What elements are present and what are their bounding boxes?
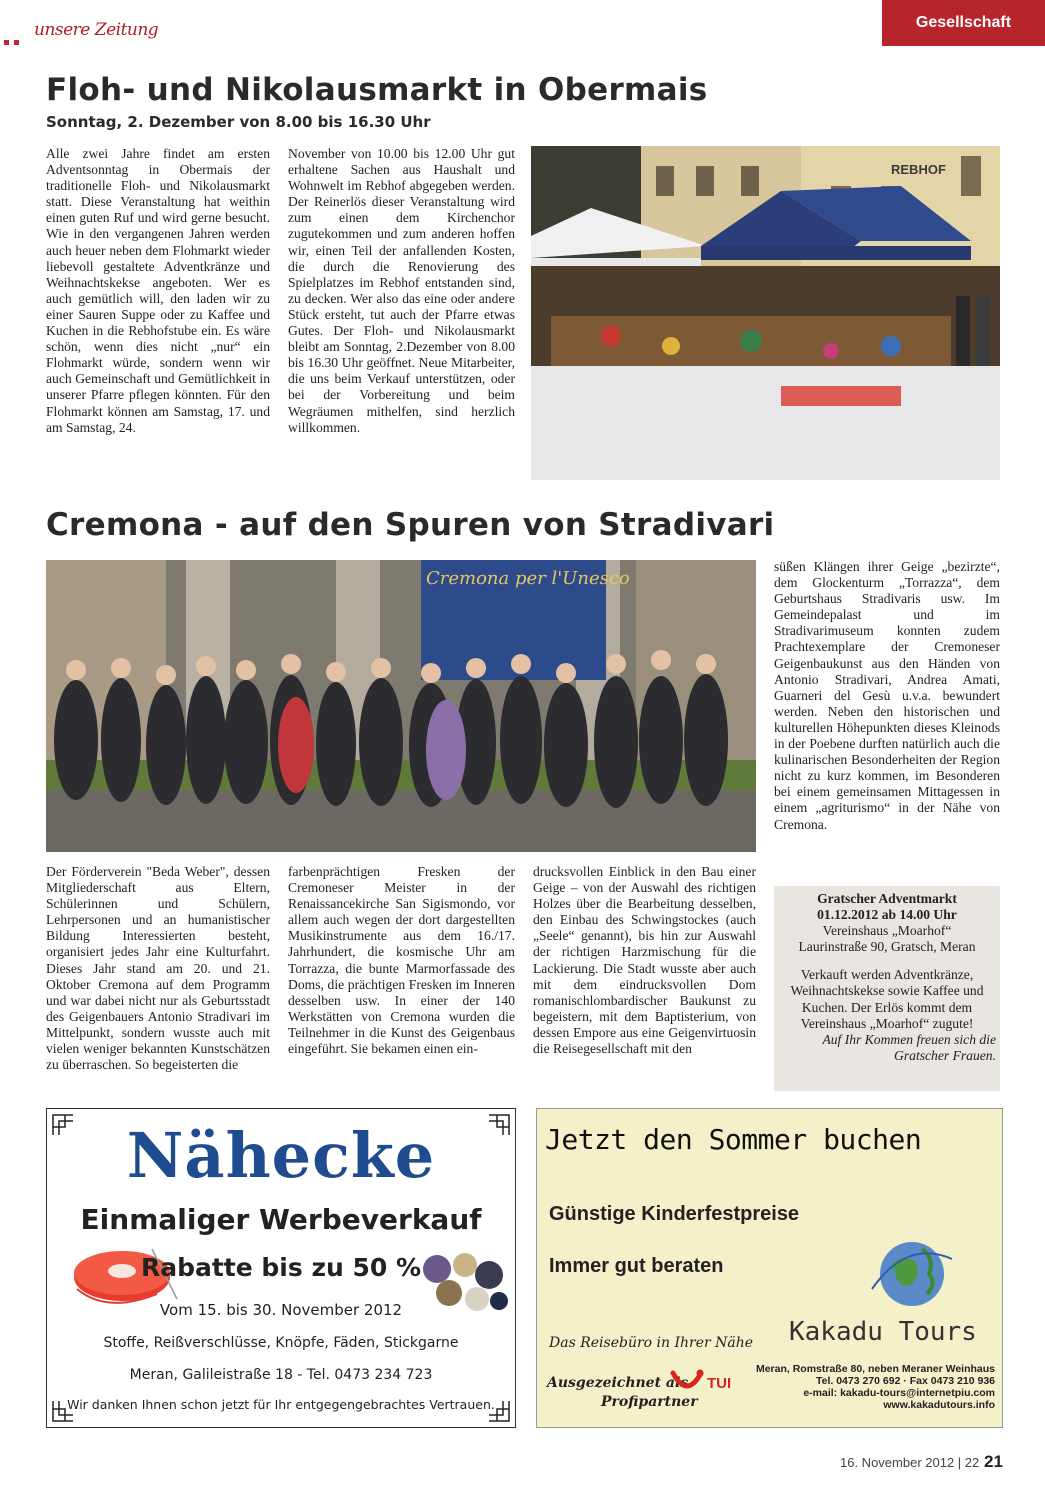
article1-subtitle: Sonntag, 2. Dezember von 8.00 bis 16.30 Uhr xyxy=(46,113,431,131)
naehecke-headline: Einmaliger Werbeverkauf xyxy=(80,1203,482,1236)
kakadu-tagline: Das Reisebüro in Ihrer Nähe xyxy=(549,1335,754,1351)
naehecke-products: Stoffe, Reißverschlüsse, Knöpfe, Fäden, Stickgarne xyxy=(103,1335,459,1351)
kakadu-brand: Kakadu Tours xyxy=(789,1317,977,1347)
infobox-closing-1: Auf Ihr Kommen freuen sich die xyxy=(822,1031,996,1047)
article2-col3: drucksvollen Einblick in den Bau einer Geige – von der Auswahl des richtigen Holzes über die Bearbeitung desselben, den Einbau des Schwingstockes (auch „Seele“ genannt), bis hin zur Auswahl der richtigen Harzmischung für die Lackierung. Die Stadt wusste aber auch mit dem eindrucksvollen Dom romanischlombardischer Baukunst zu begeistern, mit dem Baptisterium, von dessen Empore aus eine Geigenvirtuosin die Reisegesellschaft mit den xyxy=(533,864,756,1057)
naehecke-discount: Rabatte bis zu 50 % xyxy=(140,1253,422,1282)
article2-col1: Der Förderverein "Beda Weber", dessen Mitgliederschaft aus Eltern, Schülerinnen und Schülern, Lehrpersonen und an humanistischer Bildung Interessierten besteht, organisiert jedes Jahr eine Kulturfahrt. Dieses Jahr stand am 20. und 21. Oktober Cremona auf dem Programm und war dabei nicht nur als Geburtsstadt des Geigenbauers Antonio Stradivari im Mittelpunkt, sondern wusste auch mit vielen weniger bekannten Kunstschätzen zu überraschen. So begeisterten die xyxy=(46,864,270,1073)
naehecke-ad xyxy=(46,1108,516,1428)
kakadu-web: www.kakadutours.info xyxy=(883,1399,995,1411)
infobox-date: 01.12.2012 ab 14.00 Uhr xyxy=(817,907,957,923)
kakadu-headline: Jetzt den Sommer buchen xyxy=(545,1123,922,1156)
article2-title: Cremona - auf den Spuren von Stradivari xyxy=(46,507,775,543)
naehecke-thanks: Wir danken Ihnen schon jetzt für Ihr entgegengebrachtes Vertrauen. xyxy=(67,1397,495,1412)
tui-logo: TUI xyxy=(707,1375,732,1392)
kakadu-phone: Tel. 0473 270 692 · Fax 0473 210 936 xyxy=(815,1375,995,1387)
infobox xyxy=(774,886,1000,1091)
kakadu-award-1: Ausgezeichnet als xyxy=(547,1375,689,1391)
kakadu-email: e-mail: kakadu-tours@internetpiu.com xyxy=(803,1387,995,1399)
naehecke-brand: Nähecke xyxy=(126,1119,436,1192)
naehecke-dates: Vom 15. bis 30. November 2012 xyxy=(159,1301,403,1319)
infobox-closing-2: Gratscher Frauen. xyxy=(894,1047,996,1063)
photo-building-sign: REBHOF xyxy=(891,162,946,177)
section-tab: Gesellschaft xyxy=(882,0,1045,46)
page-number: 21 xyxy=(984,1452,1003,1471)
footer-date: 16. November 2012 | 22 xyxy=(840,1455,980,1470)
kakadu-contact xyxy=(737,1363,995,1411)
article1-title: Floh- und Nikolausmarkt in Obermais xyxy=(46,72,708,108)
group-photo-illustration xyxy=(46,560,756,852)
globe-icon xyxy=(867,1229,957,1319)
kakadu-address: Meran, Romstraße 80, neben Meraner Weinhaus xyxy=(755,1363,995,1375)
group-photo xyxy=(46,560,756,852)
naehecke-address: Meran, Galileistraße 18 - Tel. 0473 234 723 xyxy=(129,1367,433,1383)
kakadu-award-2: Profipartner xyxy=(601,1394,698,1410)
tui-smile-icon xyxy=(669,1369,705,1395)
header-dots xyxy=(4,32,24,40)
article2-col2: farbenprächtigen Fresken der Cremoneser Meister in der Renaissancekirche San Sigismondo, vor allem auch wegen der dort dargestellten Musikinstrumente aus dem 16./17. Jahrhundert, die kosmische Uhr am Torrazza, die bunte Marmorfassade des Doms, die prächtigen Fresken im Inneren desselben usw. In einer der 140 Werkstätten von Cremona wurden die Teilnehmer in die Kunst des Geigenbaus eingeführt. Sie bekamen einen ein- xyxy=(288,864,515,1057)
kakadu-line1: Günstige Kinderfestpreise xyxy=(549,1203,800,1225)
infobox-body: Verkauft werden Adventkränze, Weihnachtskekse sowie Kaffee und Kuchen. Der Erlös kommt dem Vereinshaus „Moarhof“ zugute! xyxy=(790,967,984,1031)
article1-col1: Alle zwei Jahre findet am ersten Adventsonntag in Obermais der traditionelle Floh- und Nikolausmarkt statt. Diese Veranstaltung hat weithin einen guten Ruf und wird gerne besucht. Wie in den vergangenen Jahren werden auch heuer neben dem Flohmarkt wieder liebevoll gestaltete Adventkränze und Weihnachtskekse angeboten. Wer es auch gemütlich will, den laden wir zu einer Sauren Suppe oder zu Kaffee und Kuchen in die Rebhofstube ein. Es wäre schön, wenn dies nicht „nur“ ein Flohmarkt würde, sondern wenn wir auch Gemeinschaft und Gemütlichkeit in unserer Pfarre pflegen könnten. Für den Flohmarkt können am Samstag, 17. und am Samstag, 24. xyxy=(46,146,270,435)
photo-banner-text: Cremona per l'Unesco xyxy=(426,568,630,589)
article1-col2: November von 10.00 bis 12.00 Uhr gut erhaltene Sachen aus Haushalt und Wohnwelt im Rebhof abgegeben werden. Der Reinerlös dieser Veranstaltung wird zum einen dem Kirchenchor zugutekommen und zum anderen hoffen wir, einen Teil der anfallenden Kosten, die durch die Renovierung des Spielplatzes im Rebhof entstanden sind, zu decken. Wer also das eine oder andere Stück ersteht, tut auch der Pfarre etwas Gutes. Der Floh- und Nikolausmarkt bleibt am Sonntag, 2.Dezember von 8.00 bis 16.30 Uhr geöffnet. Neue Mitarbeiter, die uns beim Verkauf unterstützen, oder bei der Vorbereitung und beim Wegräumen mithelfen, sind herzlich willkommen. xyxy=(288,146,515,435)
kakadu-line2: Immer gut beraten xyxy=(549,1255,724,1277)
market-photo-illustration xyxy=(531,146,1000,480)
article2-col4: süßen Klängen ihrer Geige „bezirzte“, dem Glockenturm „Torrazza“, dem Geburtshaus Stradivaris usw. Im Gemeindepalast und im Stradivarimuseum konnten zudem Prachtexemplare der Cremoneser Geigenbaukunst aus den Händen von Antonio Stradivari, Andrea Amati, Guarneri del Gesù u.v.a. bewundert werden. Neben den historischen und kulturellen Höhepunkten dieses Kleinods in der Poebene durften natürlich auch die kulinarischen Besonderheiten der Region nicht zu kurz kommen, im Besonderen bei einem gemeinsamen Mittagessen in einem „agriturismo“ in der Nähe von Cremona. xyxy=(774,559,1000,832)
infobox-title: Gratscher Adventmarkt xyxy=(817,891,957,906)
market-photo xyxy=(531,146,1000,480)
masthead-logo: unsere Zeitung xyxy=(34,20,159,40)
infobox-address: Laurinstraße 90, Gratsch, Meran xyxy=(798,939,976,955)
kakadu-ad xyxy=(536,1108,1003,1428)
infobox-venue: Vereinshaus „Moarhof“ xyxy=(822,923,952,939)
